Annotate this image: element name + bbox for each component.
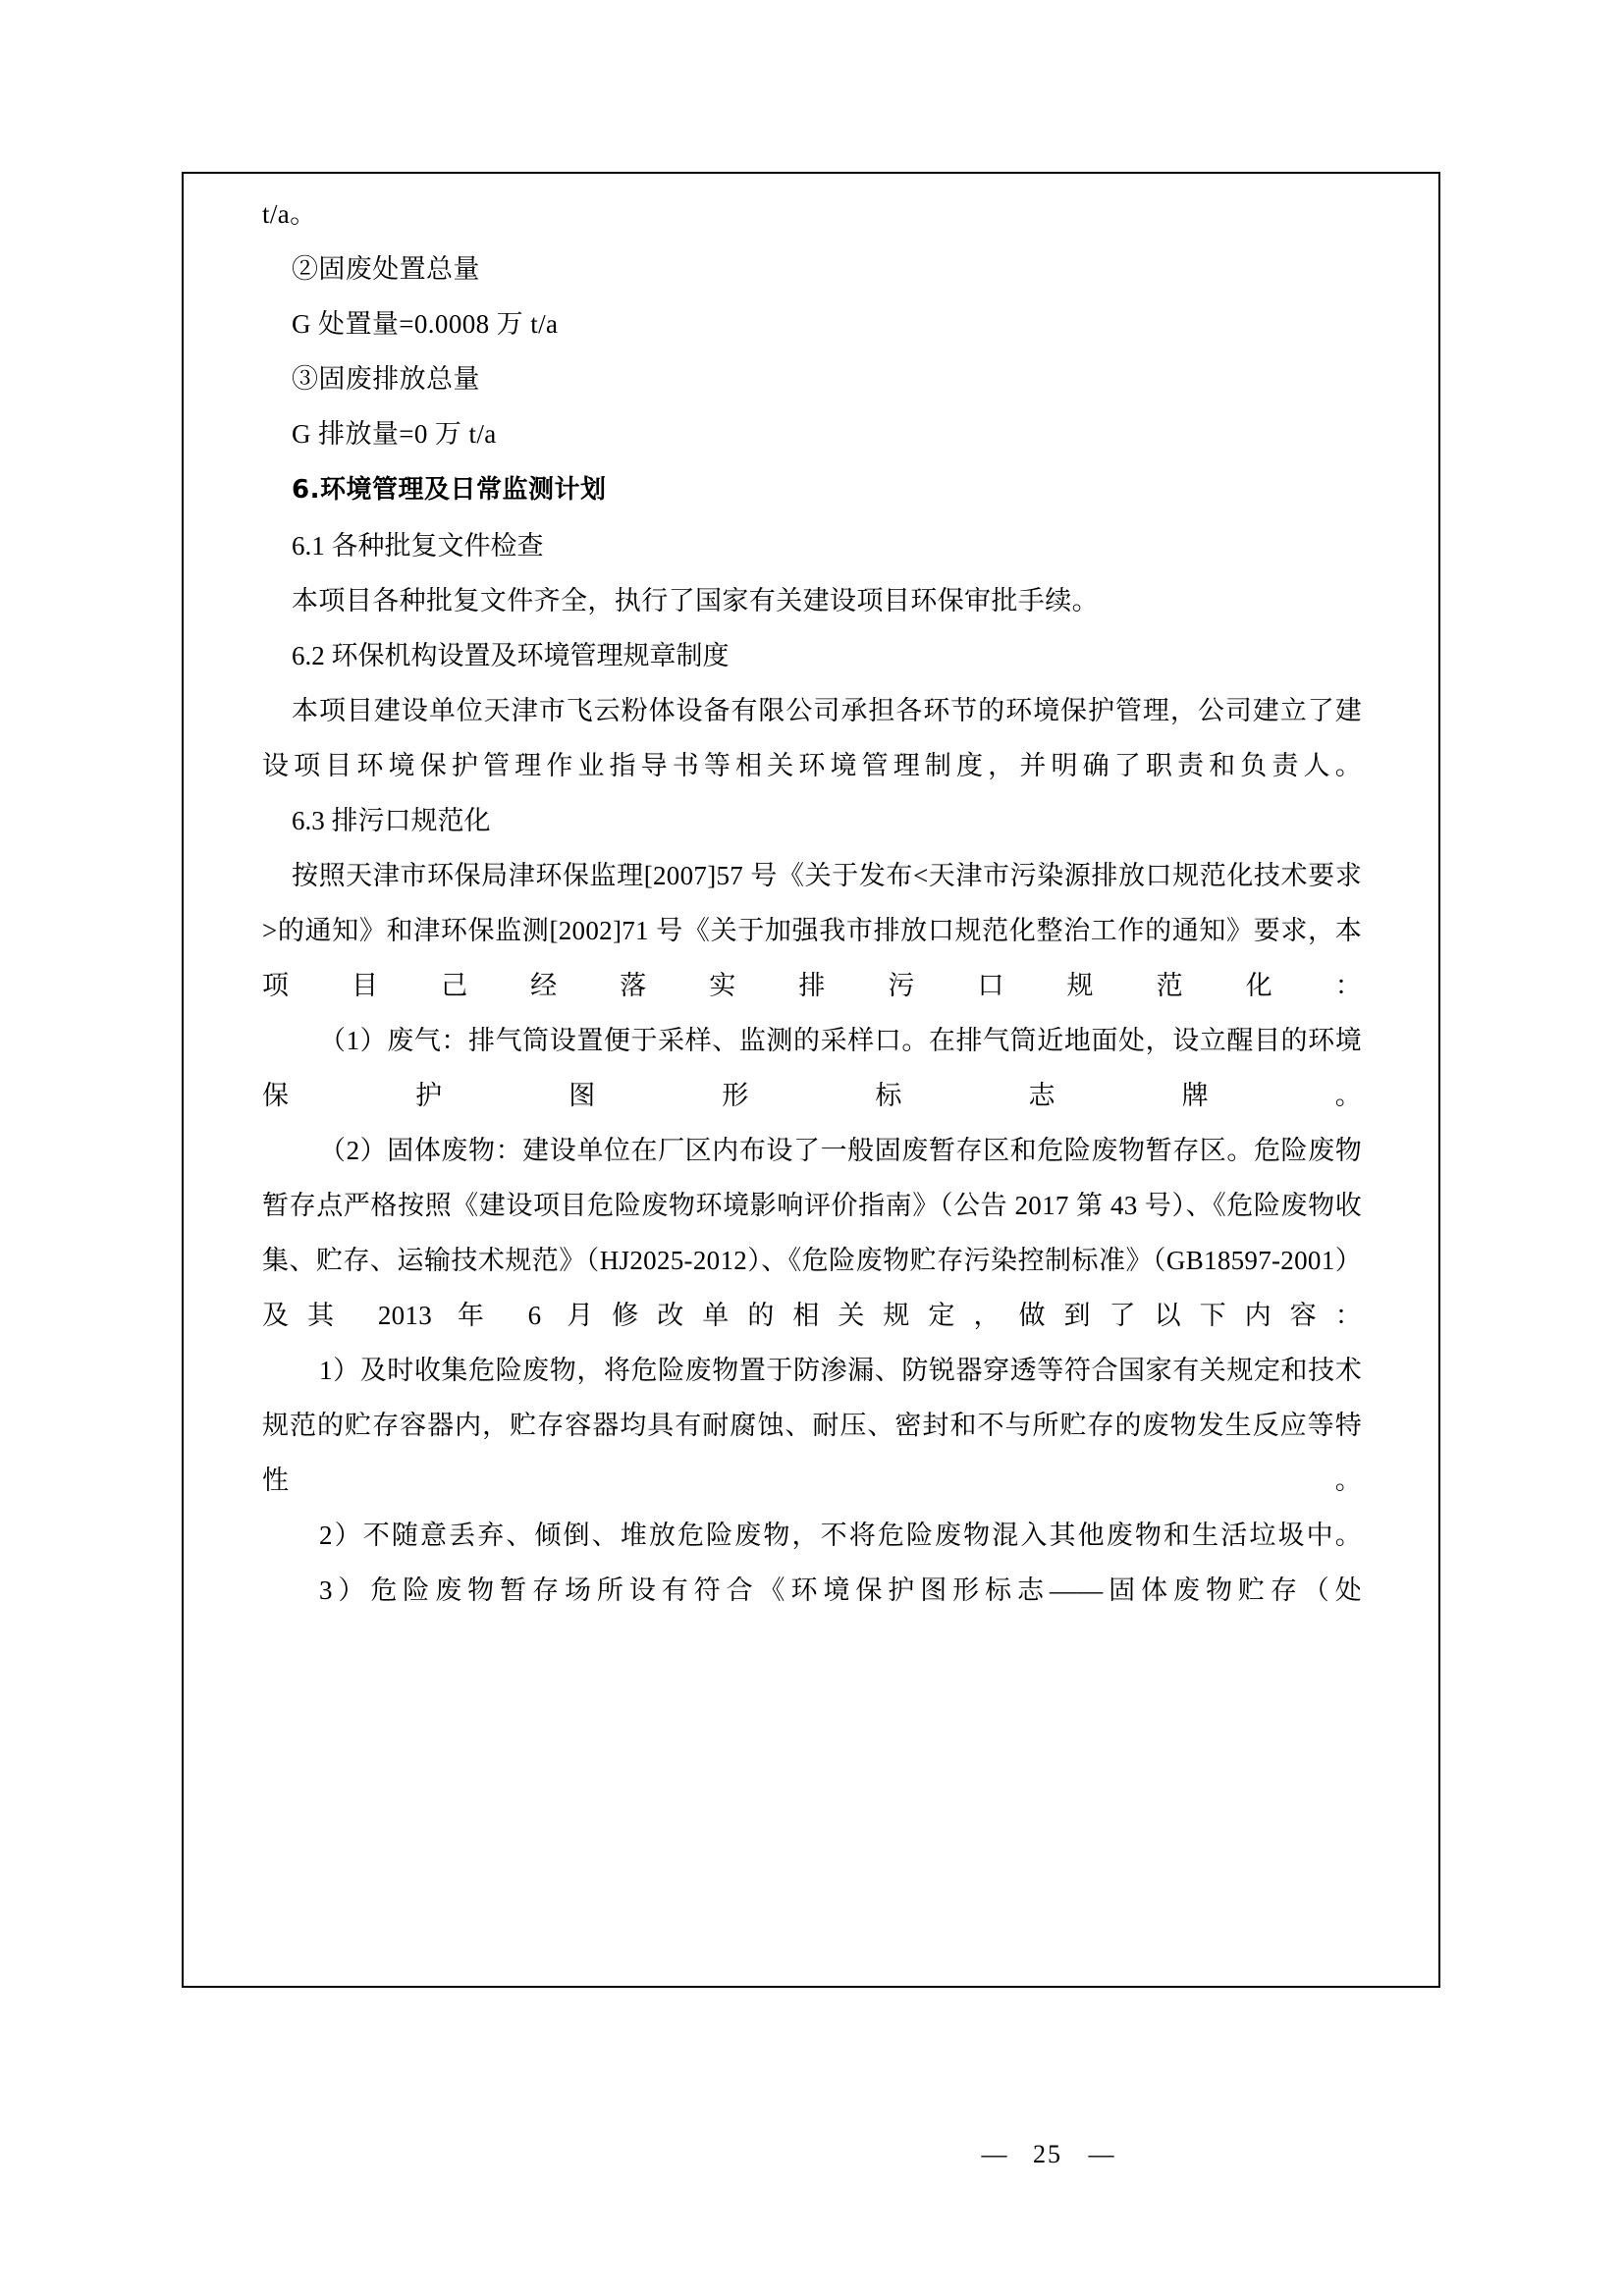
paragraph: （1）废气：排气筒设置便于采样、监测的采样口。在排气筒近地面处，设立醒目的环境保护图形标志牌。 [262,1026,1362,1110]
text-line: 本项目各种批复文件齐全，执行了国家有关建设项目环保审批手续。 [292,586,1099,615]
section-heading-6-3: 6.3 排污口规范化 [292,806,491,835]
paragraph: 按照天津市环保局津环保监理[2007]57 号《关于发布<天津市污染源排放口规范化技术要求>的通知》和津环保监测[2002]71 号《关于加强我市排放口规范化整治工作的通知》要求，本项目己经落实排污口规范化： [262,861,1362,1000]
text-line: t/a。 [262,199,317,229]
paragraph: 本项目建设单位天津市飞云粉体设备有限公司承担各环节的环境保护管理，公司建立了建设项目环境保护管理作业指导书等相关环境管理制度，并明确了职责和负责人。 [262,696,1362,780]
section-heading-6: 6.环境管理及日常监测计划 [292,475,607,505]
text-line: G 处置量=0.0008 万 t/a [292,309,559,339]
section-heading-6-1: 6.1 各种批复文件检查 [292,531,544,561]
page-footer [0,2140,1624,2169]
paragraph: （2）固体废物：建设单位在厂区内布设了一般固废暂存区和危险废物暂存区。危险废物暂存点严格按照《建设项目危险废物环境影响评价指南》（公告 2017 第 43 号）、《危险废物收集、贮存、运输技术规范》（HJ2025-2012）、《危险废物贮存污染控制标准》（GB18597-2001）及其 2013 年 6 月修改单的相关规定，做到了以下内容： [262,1136,1362,1330]
footer-dash-right: — [1088,2140,1114,2168]
paragraph: 3）危险废物暂存场所设有符合《环境保护图形标志——固体废物贮存（处 [319,1575,1362,1605]
text-line: ②固废处置总量 [292,254,480,284]
footer-dash-left: — [981,2140,1007,2168]
page-number: 25 [1033,2140,1062,2168]
text-line: ③固废排放总量 [292,364,480,394]
paragraph: 1）及时收集危险废物，将危险废物置于防渗漏、防锐器穿透等符合国家有关规定和技术规范的贮存容器内，贮存容器均具有耐腐蚀、耐压、密封和不与所贮存的废物发生反应等特性。 [262,1356,1362,1495]
section-heading-6-2: 6.2 环保机构设置及环境管理规章制度 [292,641,730,670]
text-line: G 排放量=0 万 t/a [292,419,497,449]
document-body [208,187,1416,1618]
paragraph: 2）不随意丢弃、倾倒、堆放危险废物，不将危险废物混入其他废物和生活垃圾中。 [319,1521,1362,1550]
